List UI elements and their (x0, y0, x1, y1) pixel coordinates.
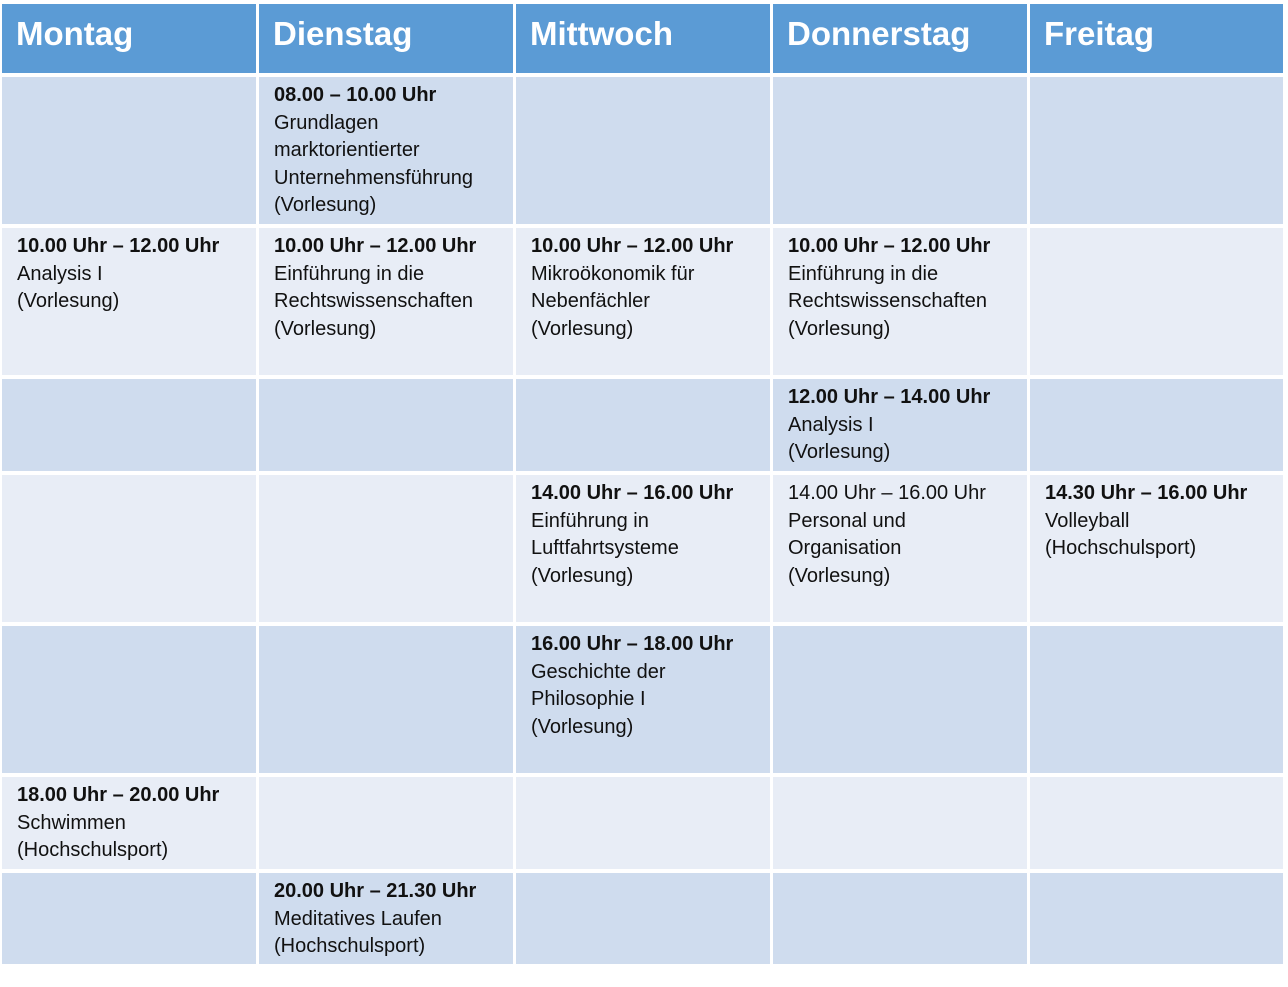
event-text-line: Philosophie I (531, 688, 646, 710)
event-time: 12.00 Uhr – 14.00 Uhr (788, 386, 991, 408)
schedule-cell-donnerstag-row-3 (773, 379, 1027, 471)
event-text-line: (Hochschulsport) (274, 935, 426, 957)
event-text-line: (Hochschulsport) (17, 839, 169, 861)
schedule-cell-mittwoch-row-7 (516, 873, 770, 964)
event-text-line: (Vorlesung) (788, 317, 891, 340)
event-text-line: (Vorlesung) (531, 564, 634, 587)
day-header-montag: Montag (2, 4, 256, 73)
event-text-line: Meditatives Laufen (274, 907, 442, 930)
event-text-line: Mikroökonomik für (531, 262, 695, 285)
event-text-line: Organisation (788, 537, 902, 559)
schedule-cell-montag-row-6 (2, 777, 256, 869)
event-text-line: Nebenfächler (531, 290, 650, 312)
schedule-cell-mittwoch-row-6 (516, 777, 770, 869)
event-text-line: Personal und (788, 509, 906, 532)
schedule-cell-mittwoch-row-2 (516, 228, 770, 375)
event-time: 14.30 Uhr – 16.00 Uhr (1045, 482, 1248, 504)
schedule-cell-donnerstag-row-4 (773, 475, 1027, 622)
event-text-line: Luftfahrtsysteme (531, 537, 679, 559)
event-text-line: Unternehmensführung (274, 166, 474, 189)
event-time: 14.00 Uhr – 16.00 Uhr (788, 482, 986, 504)
schedule-cell-montag-row-1 (2, 77, 256, 224)
event-time: 10.00 Uhr – 12.00 Uhr (274, 235, 477, 257)
schedule-cell-mittwoch-row-5 (516, 626, 770, 773)
event-text-line: (Vorlesung) (788, 564, 891, 587)
event-text-line: (Vorlesung) (17, 290, 120, 312)
schedule-cell-freitag-row-1 (1030, 77, 1283, 224)
schedule-cell-donnerstag-row-7 (773, 873, 1027, 964)
schedule-cell-donnerstag-row-5 (773, 626, 1027, 773)
schedule-cell-dienstag-row-1 (259, 77, 513, 224)
event-text-line: Geschichte der (531, 660, 666, 683)
schedule-cell-freitag-row-3 (1030, 379, 1283, 471)
event-time: 10.00 Uhr – 12.00 Uhr (531, 235, 734, 257)
event-text-line: (Vorlesung) (274, 317, 377, 340)
event-text-line: Volleyball (1045, 509, 1130, 532)
day-header-donnerstag: Donnerstag (773, 4, 1027, 73)
event-text-line: (Vorlesung) (531, 317, 634, 340)
schedule-cell-montag-row-4 (2, 475, 256, 622)
schedule-cell-dienstag-row-5 (259, 626, 513, 773)
schedule-cell-freitag-row-2 (1030, 228, 1283, 375)
event-time: 10.00 Uhr – 12.00 Uhr (17, 235, 220, 257)
schedule-cell-dienstag-row-2 (259, 228, 513, 375)
schedule-cell-montag-row-5 (2, 626, 256, 773)
event-text-line: Einführung in (531, 509, 649, 532)
event-text-line: marktorientierter (274, 139, 420, 161)
schedule-cell-freitag-row-4 (1030, 475, 1283, 622)
event-time: 08.00 – 10.00 Uhr (274, 84, 437, 106)
schedule-cell-donnerstag-row-6 (773, 777, 1027, 869)
schedule-cell-donnerstag-row-1 (773, 77, 1027, 224)
schedule-cell-mittwoch-row-3 (516, 379, 770, 471)
schedule-cell-dienstag-row-3 (259, 379, 513, 471)
schedule-cell-montag-row-7 (2, 873, 256, 964)
event-text-line: Grundlagen (274, 111, 379, 134)
event-time: 10.00 Uhr – 12.00 Uhr (788, 235, 991, 257)
event-text-line: Schwimmen (17, 811, 126, 834)
schedule-cell-montag-row-2 (2, 228, 256, 375)
schedule-cell-mittwoch-row-1 (516, 77, 770, 224)
event-text-line: Analysis I (17, 262, 103, 285)
event-time: 18.00 Uhr – 20.00 Uhr (17, 784, 220, 806)
event-time: 20.00 Uhr – 21.30 Uhr (274, 880, 477, 902)
weekly-schedule-table (2, 4, 1283, 981)
schedule-cell-freitag-row-6 (1030, 777, 1283, 869)
schedule-cell-dienstag-row-6 (259, 777, 513, 869)
schedule-cell-freitag-row-5 (1030, 626, 1283, 773)
schedule-cell-mittwoch-row-4 (516, 475, 770, 622)
event-text-line: (Hochschulsport) (1045, 537, 1197, 559)
event-text-line: Rechtswissenschaften (274, 290, 473, 312)
schedule-cell-freitag-row-7 (1030, 873, 1283, 964)
event-text-line: Rechtswissenschaften (788, 290, 987, 312)
event-text-line: (Vorlesung) (531, 715, 634, 738)
schedule-cell-dienstag-row-4 (259, 475, 513, 622)
event-text-line: Einführung in die (788, 262, 939, 285)
schedule-cell-dienstag-row-7 (259, 873, 513, 964)
event-text-line: (Vorlesung) (788, 441, 891, 463)
event-text-line: Analysis I (788, 413, 874, 436)
event-text-line: (Vorlesung) (274, 194, 377, 216)
schedule-cell-donnerstag-row-2 (773, 228, 1027, 375)
day-header-mittwoch: Mittwoch (516, 4, 770, 73)
event-time: 14.00 Uhr – 16.00 Uhr (531, 482, 734, 504)
day-header-dienstag: Dienstag (259, 4, 513, 73)
event-text-line: Einführung in die (274, 262, 425, 285)
event-time: 16.00 Uhr – 18.00 Uhr (531, 633, 734, 655)
schedule-cell-montag-row-3 (2, 379, 256, 471)
day-header-freitag: Freitag (1030, 4, 1283, 73)
